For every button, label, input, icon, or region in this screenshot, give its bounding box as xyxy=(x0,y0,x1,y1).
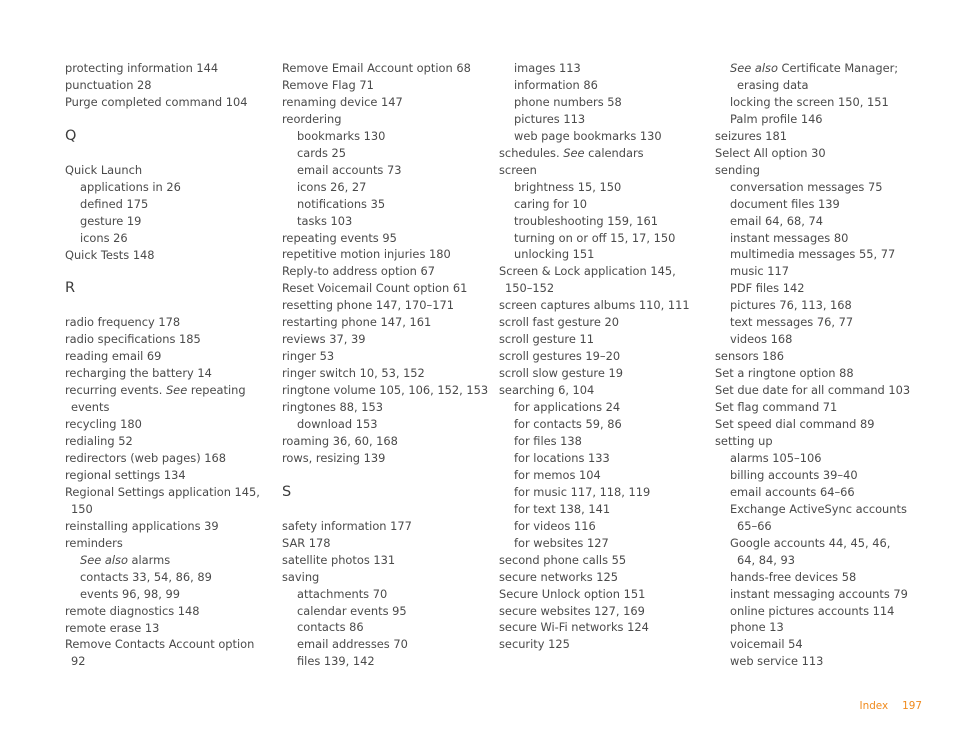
entry-text: second phone calls 55 xyxy=(499,552,627,567)
index-subentry xyxy=(282,196,494,213)
index-subentry xyxy=(715,552,927,569)
entry-text: sending xyxy=(715,162,761,177)
index-subentry xyxy=(499,399,711,416)
entry-text: instant messages 80 xyxy=(730,230,849,245)
entry-text: events 96, 98, 99 xyxy=(80,586,180,601)
entry-text: online pictures accounts 114 xyxy=(730,603,895,618)
index-entry xyxy=(282,535,494,552)
entry-text: erasing data xyxy=(737,77,809,92)
index-entry xyxy=(715,365,927,382)
index-subentry xyxy=(499,501,711,518)
index-subentry xyxy=(282,145,494,162)
entry-text: notifications 35 xyxy=(297,196,386,211)
index-entry xyxy=(282,297,494,314)
index-entry xyxy=(65,162,277,179)
entry-see-reference: See also xyxy=(730,61,778,75)
entry-text: Palm profile 146 xyxy=(730,111,823,126)
index-subentry xyxy=(282,619,494,636)
entry-text: remote erase 13 xyxy=(65,620,160,635)
entry-text: document files 139 xyxy=(730,196,840,211)
entry-text: Quick Tests 148 xyxy=(65,247,155,262)
index-subentry xyxy=(65,552,277,569)
index-subentry xyxy=(715,230,927,247)
entry-text: regional settings 134 xyxy=(65,467,186,482)
entry-text: Screen & Lock application 145, xyxy=(499,264,676,279)
entry-text: email 64, 68, 74 xyxy=(730,213,823,228)
entry-text: videos 168 xyxy=(730,332,793,347)
entry-see-reference: See also xyxy=(80,552,128,567)
entry-text: phone 13 xyxy=(730,620,784,635)
index-subentry xyxy=(65,213,277,230)
index-entry xyxy=(282,348,494,365)
index-entry xyxy=(65,484,277,501)
index-entry xyxy=(715,145,927,162)
entry-text: secure networks 125 xyxy=(499,569,619,584)
entry-text: web page bookmarks 130 xyxy=(514,128,662,143)
entry-text: 150 xyxy=(71,501,93,516)
entry-text: contacts 86 xyxy=(297,620,364,635)
index-entry xyxy=(715,162,927,179)
index-subentry xyxy=(715,331,927,348)
entry-text: calendar events 95 xyxy=(297,603,407,618)
index-subentry xyxy=(499,230,711,247)
index-entry xyxy=(282,230,494,247)
entry-text: phone numbers 58 xyxy=(514,94,622,109)
index-subentry xyxy=(499,518,711,535)
entry-text: multimedia messages 55, 77 xyxy=(730,247,896,262)
index-entry xyxy=(715,399,927,416)
index-entry xyxy=(282,263,494,280)
entry-text: for memos 104 xyxy=(514,467,601,482)
entry-text: 92 xyxy=(71,654,86,669)
index-subentry xyxy=(65,230,277,247)
index-entry xyxy=(65,433,277,450)
entry-text: Secure Unlock option 151 xyxy=(499,586,646,601)
index-entry xyxy=(282,77,494,94)
entry-text: hands-free devices 58 xyxy=(730,569,857,584)
page-footer xyxy=(860,700,922,712)
entry-text: for files 138 xyxy=(514,433,582,448)
entry-text: instant messaging accounts 79 xyxy=(730,586,908,601)
entry-text: screen xyxy=(499,162,537,177)
entry-text: web service 113 xyxy=(730,654,824,669)
index-subentry xyxy=(499,450,711,467)
index-subentry xyxy=(715,314,927,331)
entry-text: rows, resizing 139 xyxy=(282,450,386,465)
index-entry xyxy=(499,382,711,399)
entry-text: saving xyxy=(282,569,320,584)
index-subentry xyxy=(499,179,711,196)
entry-text: Reply-to address option 67 xyxy=(282,264,436,279)
index-subentry xyxy=(282,416,494,433)
index-column-2 xyxy=(282,60,494,670)
entry-text: Regional Settings application 145, xyxy=(65,484,260,499)
index-entry xyxy=(65,653,277,670)
entry-text: for websites 127 xyxy=(514,535,609,550)
index-entry xyxy=(282,569,494,586)
index-entry xyxy=(499,297,711,314)
index-subentry xyxy=(715,501,927,518)
entry-text: resetting phone 147, 170–171 xyxy=(282,298,454,313)
entry-text: Remove Email Account option 68 xyxy=(282,61,471,75)
index-entry xyxy=(282,382,494,399)
entry-text: Remove Flag 71 xyxy=(282,77,374,92)
index-subentry xyxy=(715,450,927,467)
index-subentry xyxy=(65,179,277,196)
index-entry xyxy=(65,365,277,382)
index-entry xyxy=(499,619,711,636)
entry-text: satellite photos 131 xyxy=(282,552,396,567)
entry-text: locking the screen 150, 151 xyxy=(730,94,889,109)
index-subentry xyxy=(715,213,927,230)
index-entry xyxy=(65,603,277,620)
index-section-letter: R xyxy=(65,280,76,297)
index-subentry xyxy=(282,128,494,145)
index-entry xyxy=(499,365,711,382)
index-entry xyxy=(65,450,277,467)
entry-text: caring for 10 xyxy=(514,196,587,211)
index-entry xyxy=(65,620,277,637)
index-subentry xyxy=(715,484,927,501)
index-subentry xyxy=(715,60,927,77)
entry-see-reference: See xyxy=(563,145,585,160)
entry-text: ringer switch 10, 53, 152 xyxy=(282,366,425,381)
index-entry xyxy=(499,569,711,586)
index-subentry xyxy=(282,603,494,620)
entry-text: Purge completed command 104 xyxy=(65,94,248,109)
entry-text: screen captures albums 110, 111 xyxy=(499,298,690,313)
index-entry xyxy=(499,145,711,162)
index-subentry xyxy=(65,569,277,586)
index-entry xyxy=(499,263,711,280)
index-entry xyxy=(65,314,277,331)
entry-text: secure websites 127, 169 xyxy=(499,603,645,618)
index-entry xyxy=(65,247,277,264)
entry-text: 150–152 xyxy=(505,281,555,296)
index-subentry xyxy=(715,111,927,128)
entry-text: applications in 26 xyxy=(80,179,181,194)
entry-text: restarting phone 147, 161 xyxy=(282,315,432,330)
index-subentry xyxy=(715,467,927,484)
entry-text: icons 26 xyxy=(80,230,128,245)
entry-reference-target: repeating xyxy=(187,383,246,398)
index-subentry xyxy=(715,619,927,636)
entry-text: gesture 19 xyxy=(80,213,142,228)
index-subentry xyxy=(715,603,927,620)
index-entry xyxy=(282,94,494,111)
index-entry xyxy=(65,416,277,433)
index-subentry xyxy=(499,94,711,111)
index-subentry xyxy=(715,196,927,213)
index-entry xyxy=(715,382,927,399)
index-entry xyxy=(65,382,277,399)
entry-text: images 113 xyxy=(514,61,581,75)
entry-text: schedules. xyxy=(499,145,564,160)
index-entry xyxy=(715,128,927,145)
entry-text: for locations 133 xyxy=(514,450,610,465)
index-subentry xyxy=(499,128,711,145)
index-entry xyxy=(499,331,711,348)
index-subentry xyxy=(282,179,494,196)
index-entry xyxy=(282,280,494,297)
entry-text: email accounts 73 xyxy=(297,162,402,177)
index-entry xyxy=(499,314,711,331)
entry-text: bookmarks 130 xyxy=(297,128,386,143)
entry-text: PDF files 142 xyxy=(730,281,805,296)
entry-text: reinstalling applications 39 xyxy=(65,518,219,533)
entry-text: setting up xyxy=(715,433,773,448)
entry-see-reference: See xyxy=(165,383,188,398)
entry-text: conversation messages 75 xyxy=(730,179,883,194)
index-entry xyxy=(282,60,494,77)
index-entry xyxy=(499,552,711,569)
index-subentry xyxy=(715,636,927,653)
index-subentry xyxy=(715,263,927,280)
index-entry xyxy=(65,94,277,111)
entry-text: Google accounts 44, 45, 46, xyxy=(730,535,891,550)
index-subentry xyxy=(499,246,711,263)
entry-reference-target: alarms xyxy=(127,552,171,567)
entry-text: Set flag command 71 xyxy=(715,400,838,415)
entry-text: email accounts 64–66 xyxy=(730,484,855,499)
index-entry xyxy=(65,467,277,484)
entry-text: Exchange ActiveSync accounts xyxy=(730,501,907,516)
index-subentry xyxy=(715,77,927,94)
index-entry xyxy=(499,586,711,603)
entry-text: ringer 53 xyxy=(282,349,335,364)
entry-text: repetitive motion injuries 180 xyxy=(282,247,451,262)
entry-text: recharging the battery 14 xyxy=(65,366,212,381)
entry-text: for contacts 59, 86 xyxy=(514,417,622,432)
index-section-letter: S xyxy=(282,483,292,500)
index-entry xyxy=(65,331,277,348)
entry-text: for music 117, 118, 119 xyxy=(514,484,651,499)
entry-text: recurring events. xyxy=(65,383,166,398)
entry-text: security 125 xyxy=(499,637,570,652)
index-subentry xyxy=(715,246,927,263)
entry-text: scroll gesture 11 xyxy=(499,332,594,347)
index-subentry xyxy=(715,569,927,586)
index-entry xyxy=(282,450,494,467)
index-subentry xyxy=(499,196,711,213)
entry-reference-target: calendars xyxy=(584,145,644,160)
index-entry xyxy=(65,501,277,518)
entry-text: tasks 103 xyxy=(297,213,353,228)
index-subentry xyxy=(715,94,927,111)
entry-text: unlocking 151 xyxy=(514,247,595,262)
entry-text: safety information 177 xyxy=(282,518,412,533)
entry-text: redirectors (web pages) 168 xyxy=(65,450,227,465)
entry-text: Set a ringtone option 88 xyxy=(715,366,854,381)
index-entry xyxy=(282,399,494,416)
entry-text: punctuation 28 xyxy=(65,77,152,92)
index-entry xyxy=(499,603,711,620)
entry-text: email addresses 70 xyxy=(297,637,408,652)
index-entry xyxy=(65,399,277,416)
entry-text: sensors 186 xyxy=(715,349,785,364)
index-subentry xyxy=(65,196,277,213)
entry-text: Select All option 30 xyxy=(715,145,826,160)
entry-text: pictures 113 xyxy=(514,111,586,126)
index-entry xyxy=(65,60,277,77)
index-entry xyxy=(499,348,711,365)
entry-text: information 86 xyxy=(514,77,598,92)
entry-text: secure Wi-Fi networks 124 xyxy=(499,620,649,635)
index-subentry xyxy=(499,77,711,94)
entry-text: renaming device 147 xyxy=(282,94,403,109)
index-subentry xyxy=(282,213,494,230)
index-subentry xyxy=(499,213,711,230)
index-subentry xyxy=(499,60,711,77)
entry-text: defined 175 xyxy=(80,196,149,211)
entry-text: alarms 105–106 xyxy=(730,450,822,465)
index-subentry xyxy=(282,636,494,653)
entry-text: Reset Voicemail Count option 61 xyxy=(282,281,468,296)
entry-text: radio frequency 178 xyxy=(65,315,181,330)
index-entry xyxy=(282,518,494,535)
index-subentry xyxy=(715,518,927,535)
entry-text: protecting information 144 xyxy=(65,61,219,75)
index-subentry xyxy=(499,535,711,552)
index-entry xyxy=(499,162,711,179)
index-entry xyxy=(65,348,277,365)
index-entry xyxy=(715,348,927,365)
index-column-1 xyxy=(65,60,277,670)
index-subentry xyxy=(499,484,711,501)
entry-text: billing accounts 39–40 xyxy=(730,467,858,482)
entry-text: ringtone volume 105, 106, 152, 153 xyxy=(282,383,489,398)
entry-text: reviews 37, 39 xyxy=(282,332,366,347)
entry-text: Set speed dial command 89 xyxy=(715,417,875,432)
index-entry xyxy=(282,111,494,128)
entry-text: remote diagnostics 148 xyxy=(65,603,200,618)
index-subentry xyxy=(715,297,927,314)
index-column-4 xyxy=(715,60,927,670)
index-entry xyxy=(282,331,494,348)
entry-text: cards 25 xyxy=(297,145,347,160)
entry-text: for text 138, 141 xyxy=(514,501,611,516)
entry-text: Set due date for all command 103 xyxy=(715,383,911,398)
entry-text: attachments 70 xyxy=(297,586,388,601)
entry-text: SAR 178 xyxy=(282,535,331,550)
index-subentry xyxy=(715,280,927,297)
entry-text: redialing 52 xyxy=(65,434,133,449)
index-subentry xyxy=(499,111,711,128)
entry-text: brightness 15, 150 xyxy=(514,179,622,194)
index-entry xyxy=(282,552,494,569)
entry-text: icons 26, 27 xyxy=(297,179,367,194)
entry-reference-target: Certificate Manager; xyxy=(777,61,899,75)
entry-text: Remove Contacts Account option xyxy=(65,637,255,652)
index-subentry xyxy=(715,586,927,603)
entry-text: recycling 180 xyxy=(65,417,142,432)
footer-page-number: 197 xyxy=(902,700,922,712)
entry-text: scroll slow gesture 19 xyxy=(499,366,623,381)
index-subentry xyxy=(282,653,494,670)
entry-text: reading email 69 xyxy=(65,349,162,364)
entry-text: contacts 33, 54, 86, 89 xyxy=(80,569,212,584)
index-column-3 xyxy=(499,60,711,653)
index-entry xyxy=(282,246,494,263)
entry-text: radio specifications 185 xyxy=(65,332,201,347)
entry-text: scroll fast gesture 20 xyxy=(499,315,619,330)
entry-text: voicemail 54 xyxy=(730,637,803,652)
entry-text: ringtones 88, 153 xyxy=(282,400,383,415)
index-subentry xyxy=(715,179,927,196)
entry-text: 65–66 xyxy=(737,518,772,533)
entry-text: seizures 181 xyxy=(715,128,788,143)
index-subentry xyxy=(282,586,494,603)
index-entry xyxy=(715,433,927,450)
entry-text: for applications 24 xyxy=(514,400,621,415)
entry-text: Quick Launch xyxy=(65,162,143,177)
index-subentry xyxy=(715,653,927,670)
entry-text: reminders xyxy=(65,535,123,550)
index-entry xyxy=(499,636,711,653)
entry-text: music 117 xyxy=(730,264,790,279)
index-entry xyxy=(65,535,277,552)
index-subentry xyxy=(499,467,711,484)
footer-section-label: Index xyxy=(859,700,889,712)
index-entry xyxy=(65,77,277,94)
entry-text: text messages 76, 77 xyxy=(730,315,854,330)
index-entry xyxy=(499,280,711,297)
index-subentry xyxy=(65,586,277,603)
index-entry xyxy=(65,518,277,535)
entry-text: searching 6, 104 xyxy=(499,383,595,398)
index-entry xyxy=(282,433,494,450)
entry-text: roaming 36, 60, 168 xyxy=(282,433,398,448)
index-entry xyxy=(282,365,494,382)
entry-text: repeating events 95 xyxy=(282,230,397,245)
entry-text: turning on or off 15, 17, 150 xyxy=(514,230,676,245)
index-subentry xyxy=(715,535,927,552)
entry-text: reordering xyxy=(282,111,342,126)
index-subentry xyxy=(499,416,711,433)
index-entry xyxy=(65,636,277,653)
entry-text: troubleshooting 159, 161 xyxy=(514,213,659,228)
entry-text: events xyxy=(71,400,110,415)
entry-text: pictures 76, 113, 168 xyxy=(730,298,852,313)
entry-text: 64, 84, 93 xyxy=(737,552,795,567)
entry-text: scroll gestures 19–20 xyxy=(499,349,621,364)
index-section-letter: Q xyxy=(65,127,77,144)
index-subentry xyxy=(282,162,494,179)
entry-text: files 139, 142 xyxy=(297,654,375,669)
entry-text: download 153 xyxy=(297,417,378,432)
index-entry xyxy=(282,314,494,331)
index-subentry xyxy=(499,433,711,450)
index-entry xyxy=(715,416,927,433)
entry-text: for videos 116 xyxy=(514,518,596,533)
